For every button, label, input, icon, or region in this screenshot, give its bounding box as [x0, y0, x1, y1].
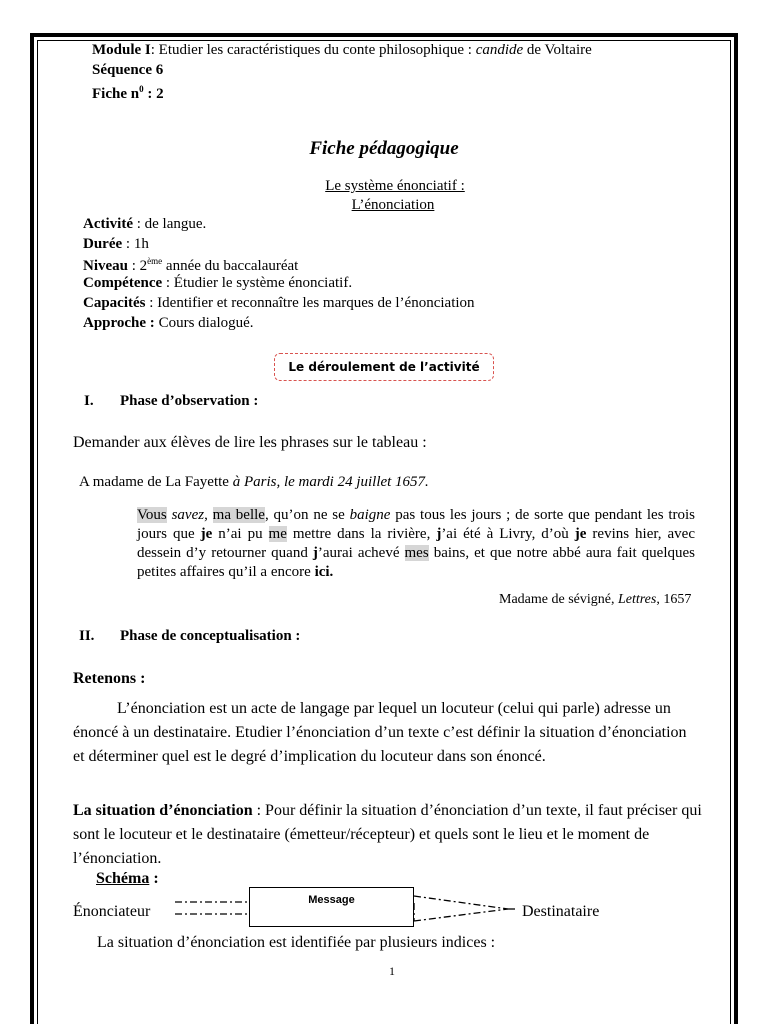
quote-passage: Vous savez, ma belle, qu’on ne se baigne pas tous les jours ; de sorte que pendant les trois jours que je n’ai pu me mettre dans la rivière, j’ai été à Livry, d’où je revins hier, avec dessein d’y retourner quand j’aurai achevé mes bains, et que notre abbé aura fait quelques petites affaires qu’il a encore ici. [137, 507, 696, 580]
section-2-title: Phase de conceptualisation : [120, 628, 301, 644]
schema-right-label: Destinataire [522, 903, 600, 920]
module-line: Module I: Etudier les caractéristiques du conte philosophique : candide de Voltaire [92, 42, 592, 58]
schema-left-label: Énonciateur [73, 903, 151, 920]
info-capacites: Capacités : Identifier et reconnaître les marques de l’énonciation [83, 295, 475, 311]
info-duree: Durée : 1h [83, 236, 149, 252]
module-label: Module I [92, 42, 151, 58]
quote-source: Madame de sévigné, Lettres, 1657 [499, 592, 692, 607]
schema-label: Schéma : [96, 870, 159, 887]
connector-right-bottom [414, 909, 508, 921]
activity-heading-box: Le déroulement de l’activité [274, 353, 494, 381]
section-2-number: II. [79, 628, 95, 644]
info-niveau: Niveau : 2ème année du baccalauréat [83, 256, 299, 274]
situation-paragraph: La situation d’énonciation : Pour définir la situation d’énonciation d’un texte, il faut préciser qui sont le locuteur et le destinataire (émetteur/récepteur) et quels sont le lieu et le moment de l’énonciation. [73, 802, 702, 867]
connector-right-top [414, 896, 508, 909]
closing-text: La situation d’énonciation est identifiée par plusieurs indices : [97, 934, 496, 951]
info-competence: Compétence : Étudier le système énonciatif. [83, 275, 353, 291]
info-activite: Activité : de langue. [83, 216, 207, 232]
schema-message-box: Message [249, 887, 414, 927]
subtitle-line-2: L’énonciation [351, 197, 435, 213]
subtitle-line-1: Le système énonciatif : [325, 178, 465, 194]
fiche-line: Fiche $n^0$ : 2 [92, 84, 164, 102]
section-1-title: Phase d’observation : [120, 393, 259, 409]
module-work: candide [475, 42, 524, 58]
letter-heading: A madame de La Fayette à Paris, le mardi 24 juillet 1657. [79, 474, 429, 490]
info-approche: Approche : Cours dialogué. [83, 315, 254, 331]
page-number: 1 [389, 964, 395, 978]
sequence-line: Séquence 6 [92, 62, 164, 78]
definition-paragraph: L’énonciation est un acte de langage par lequel un locuteur (celui qui parle) adresse un énoncé à un destinataire. Etudier l’énonciation d’un texte c’est définir la situation d’énonciation et déterminer quel est le degré d’implication du locuteur dans son énoncé. [73, 700, 687, 765]
section-1-number: I. [84, 393, 94, 409]
retenons-heading: Retenons : [73, 670, 146, 687]
page-title: Fiche pédagogique [309, 138, 459, 159]
instruction-text: Demander aux élèves de lire les phrases sur le tableau : [73, 434, 427, 451]
